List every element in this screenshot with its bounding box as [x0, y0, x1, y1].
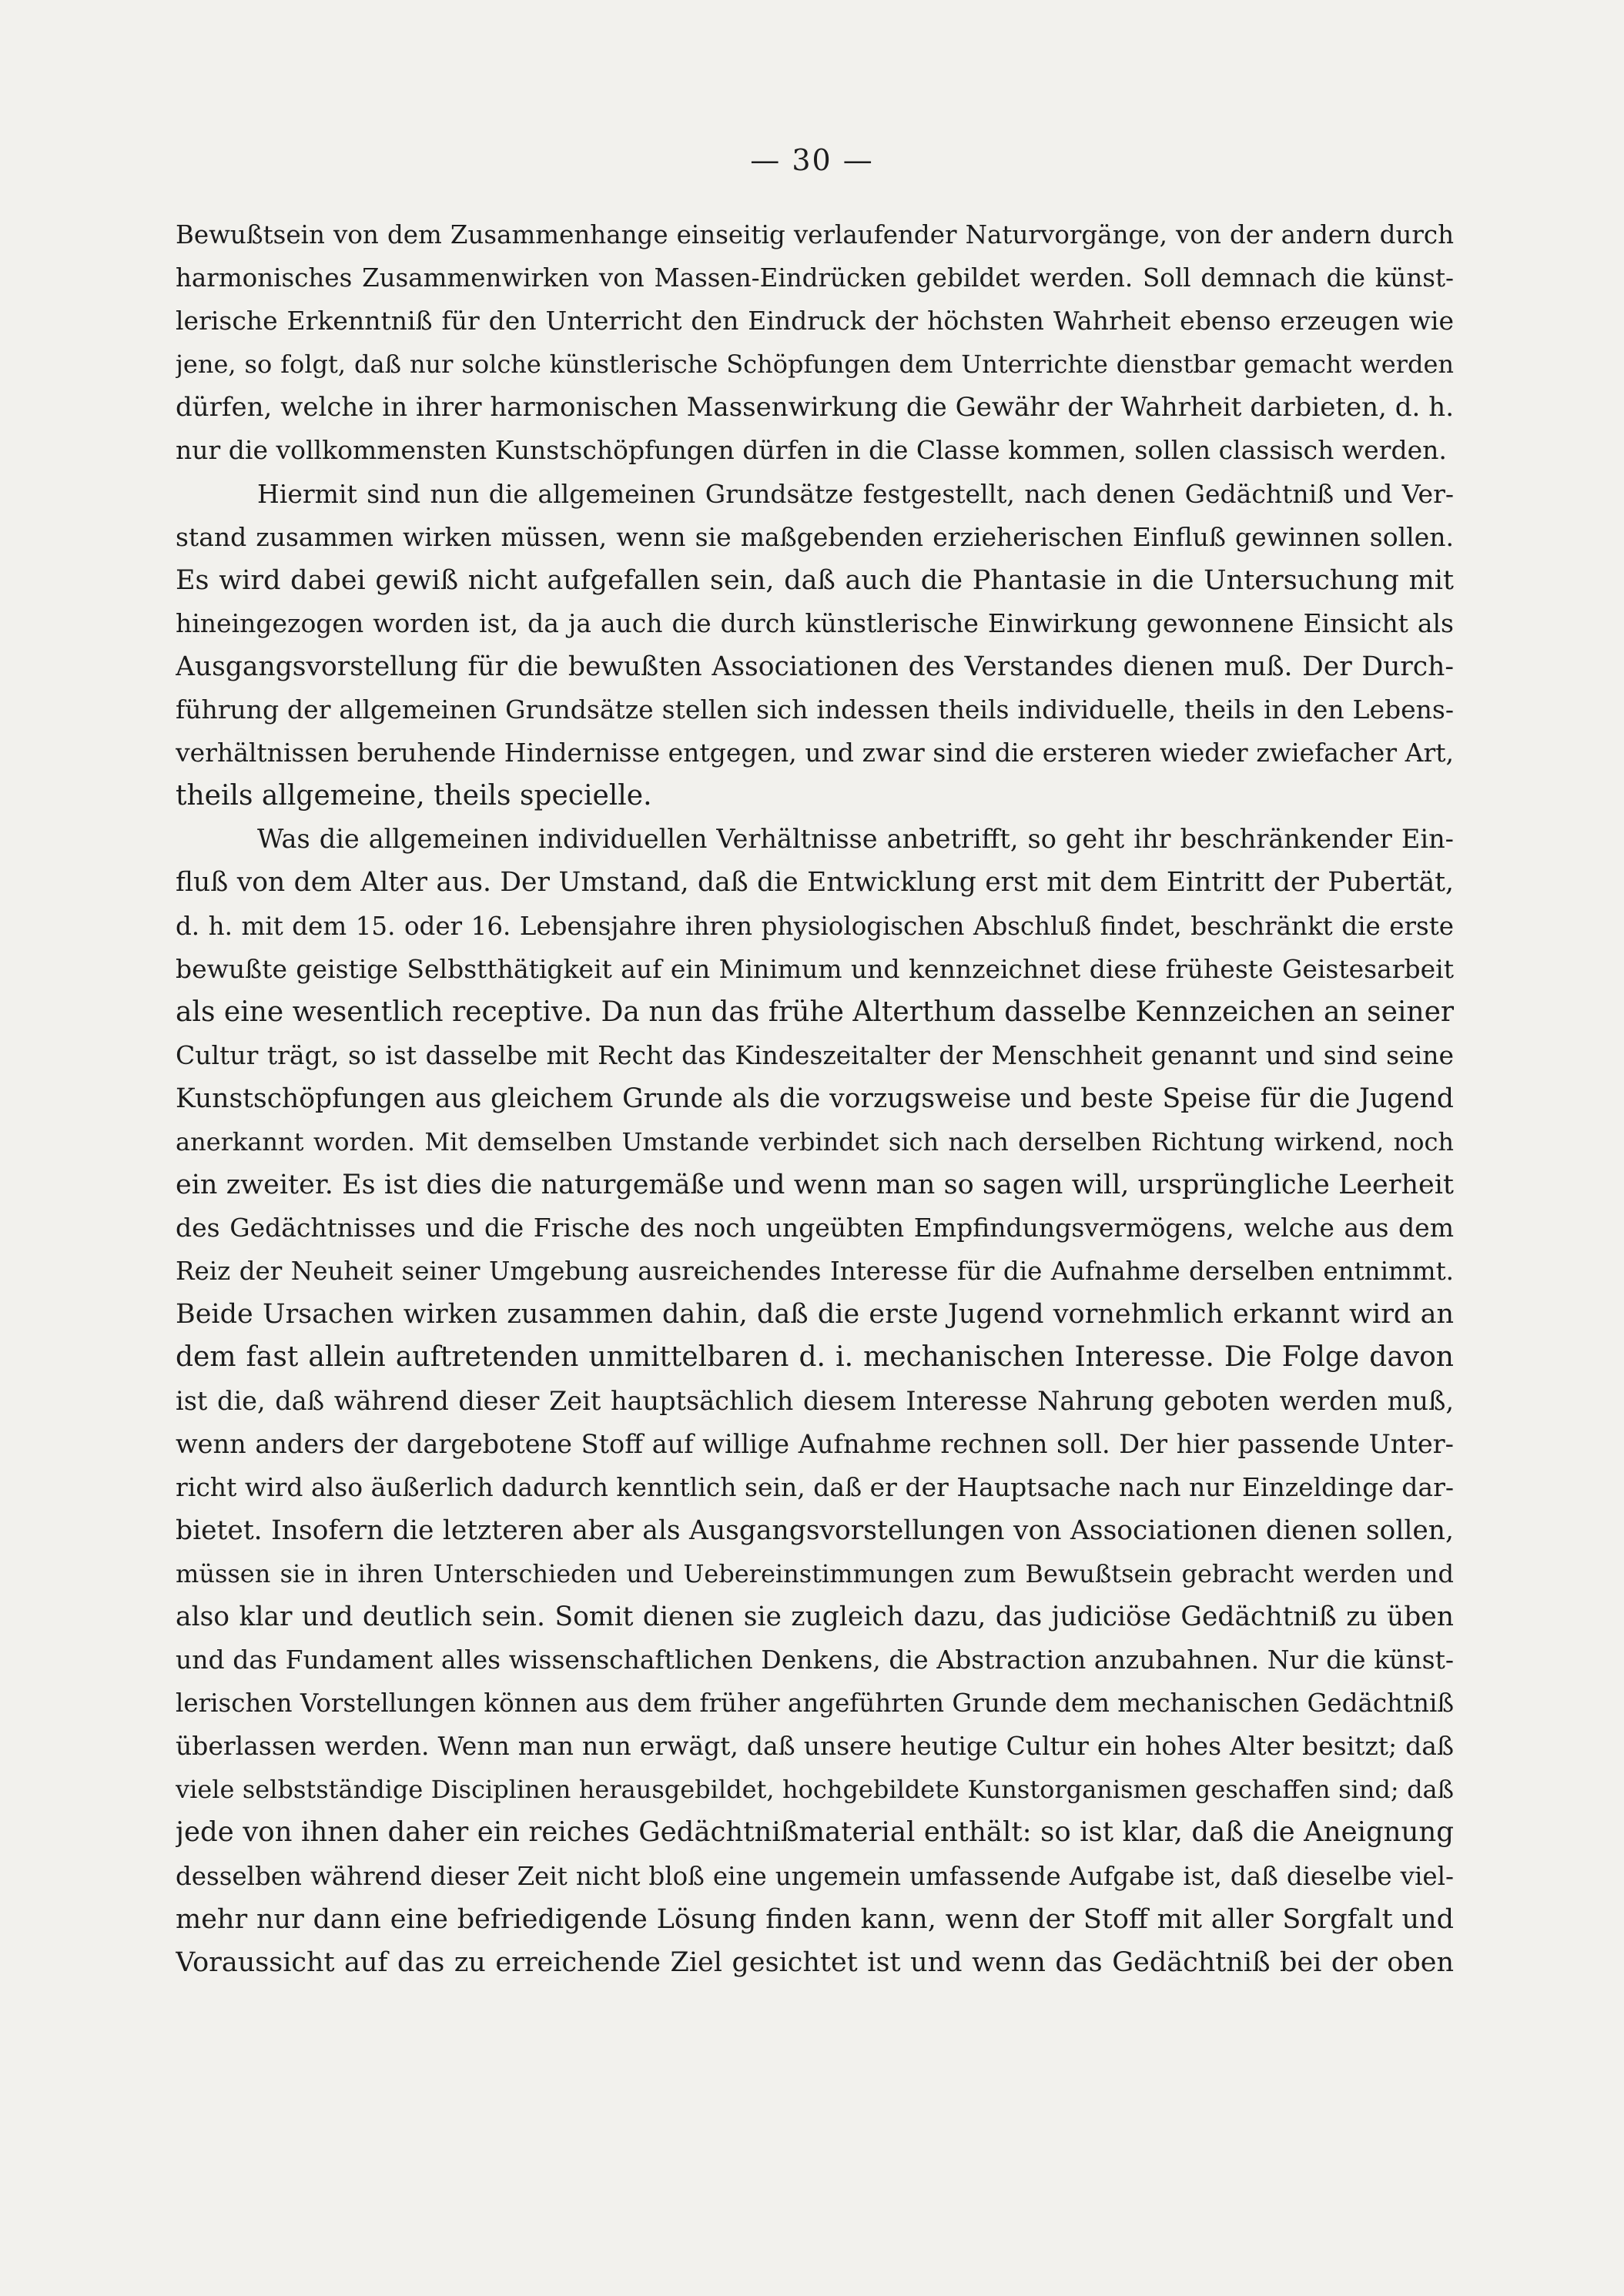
text-line: nur die vollkommensten Kunstschöpfungen dürfen in die Classe kommen, sollen classisch werden. — [176, 435, 1447, 466]
text-line: d. h. mit dem 15. oder 16. Lebensjahre ihren physiologischen Abschluß findet, beschränkt die erste — [176, 911, 1454, 941]
text-line: lerische Erkenntniß für den Unterricht den Eindruck der höchsten Wahrheit ebenso erzeugen wie — [176, 306, 1454, 336]
text-line: Kunstschöpfungen aus gleichem Grunde als die vorzugsweise und beste Speise für die Jugend — [176, 1083, 1454, 1114]
text-line: anerkannt worden. Mit demselben Umstande verbindet sich nach derselben Richtung wirkend, noch — [176, 1126, 1454, 1156]
text-line: lerischen Vorstellungen können aus dem früher angeführten Grunde dem mechanischen Gedächtniß — [176, 1689, 1454, 1719]
text-line: verhältnissen beruhende Hindernisse entgegen, und zwar sind die ersteren wieder zwiefacher Art, — [176, 738, 1454, 768]
text-line: Cultur trägt, so ist dasselbe mit Recht das Kindeszeitalter der Menschheit genannt und sind seine — [176, 1039, 1454, 1070]
text-line: und das Fundament alles wissenschaftlichen Denkens, die Abstraction anzubahnen. Nur die künst- — [176, 1645, 1454, 1675]
text-line: Beide Ursachen wirken zusammen dahin, daß die erste Jugend vornehmlich erkannt wird an — [176, 1299, 1454, 1330]
text-line: führung der allgemeinen Grundsätze stellen sich indessen theils individuelle, theils in den Lebens- — [176, 694, 1454, 725]
text-line: mehr nur dann eine befriedigende Lösung finden kann, wenn der Stoff mit aller Sorgfalt und — [176, 1903, 1454, 1935]
text-line: desselben während dieser Zeit nicht bloß eine ungemein umfassende Aufgabe ist, daß dieselbe viel- — [176, 1861, 1454, 1891]
text-line: Es wird dabei gewiß nicht aufgefallen sein, daß auch die Phantasie in die Untersuchung mit — [176, 564, 1454, 596]
text-line: Bewußtsein von dem Zusammenhange einseitig verlaufender Naturvorgänge, von der andern durch — [176, 220, 1454, 249]
text-line: jene, so folgt, daß nur solche künstlerische Schöpfungen dem Unterrichte dienstbar gemacht werden — [176, 350, 1454, 380]
text-line: müssen sie in ihren Unterschieden und Uebereinstimmungen zum Bewußtsein gebracht werden und — [176, 1558, 1454, 1588]
body-text — [176, 213, 1454, 1984]
text-line: wenn anders der dargebotene Stoff auf willige Aufnahme rechnen soll. Der hier passende Unter- — [176, 1428, 1454, 1459]
text-line: dürfen, welche in ihrer harmonischen Massenwirkung die Gewähr der Wahrheit darbieten, d. h. — [176, 392, 1454, 423]
text-line: ein zweiter. Es ist dies die naturgemäße und wenn man so sagen will, ursprüngliche Leerheit — [176, 1170, 1454, 1201]
text-line: Reiz der Neuheit seiner Umgebung ausreichendes Interesse für die Aufnahme derselben entnimmt. — [176, 1257, 1454, 1287]
text-line: hineingezogen worden ist, da ja auch die durch künstlerische Einwirkung gewonnene Einsicht als — [176, 607, 1454, 638]
text-line: jede von ihnen daher ein reiches Gedächtnißmaterial enthält: so ist klar, daß die Aneignung — [176, 1816, 1454, 1849]
text-line: theils allgemeine, theils specielle. — [176, 780, 652, 812]
text-line: fluß von dem Alter aus. Der Umstand, daß die Entwicklung erst mit dem Eintritt der Pubertät, — [176, 867, 1454, 899]
text-line: also klar und deutlich sein. Somit dienen sie zugleich dazu, das judiciöse Gedächtniß zu üben — [176, 1602, 1454, 1632]
text-line: viele selbstständige Disciplinen herausgebildet, hochgebildete Kunstorganismen geschaffen sind; daß — [176, 1775, 1454, 1805]
text-line: Was die allgemeinen individuellen Verhältnisse anbetrifft, so geht ihr beschränkender Ein- — [257, 824, 1454, 855]
text-line: bietet. Insofern die letzteren aber als Ausgangsvorstellungen von Associationen dienen sollen, — [176, 1514, 1454, 1546]
text-line: stand zusammen wirken müssen, wenn sie maßgebenden erzieherischen Einfluß gewinnen sollen. — [176, 521, 1454, 552]
text-line: ist die, daß während dieser Zeit hauptsächlich diesem Interesse Nahrung geboten werden muß, — [176, 1385, 1454, 1416]
text-line: überlassen werden. Wenn man nun erwägt, daß unsere heutige Cultur ein hohes Alter besitzt; daß — [176, 1731, 1454, 1762]
text-line: harmonisches Zusammenwirken von Massen-Eindrücken gebildet werden. Soll demnach die künst- — [176, 263, 1454, 293]
text-line: bewußte geistige Selbstthätigkeit auf ein Minimum und kennzeichnet diese früheste Geistesarbeit — [176, 953, 1454, 984]
text-line: als eine wesentlich receptive. Da nun das frühe Alterthum dasselbe Kennzeichen an seiner — [176, 996, 1454, 1028]
text-line: Hiermit sind nun die allgemeinen Grundsätze festgestellt, nach denen Gedächtniß und Ver- — [257, 478, 1454, 509]
text-line: Ausgangsvorstellung für die bewußten Associationen des Verstandes dienen muß. Der Durch- — [176, 651, 1454, 682]
page-number: — 30 — — [750, 143, 874, 177]
text-line: richt wird also äußerlich dadurch kenntlich sein, daß er der Hauptsache nach nur Einzeldinge dar- — [176, 1471, 1454, 1502]
text-line: des Gedächtnisses und die Frische des noch ungeübten Empfindungsvermögens, welche aus dem — [176, 1213, 1454, 1243]
text-line: Voraussicht auf das zu erreichende Ziel gesichtet ist und wenn das Gedächtniß bei der oben — [176, 1946, 1454, 1978]
text-line: dem fast allein auftretenden unmittelbaren d. i. mechanischen Interesse. Die Folge davon — [176, 1341, 1454, 1374]
